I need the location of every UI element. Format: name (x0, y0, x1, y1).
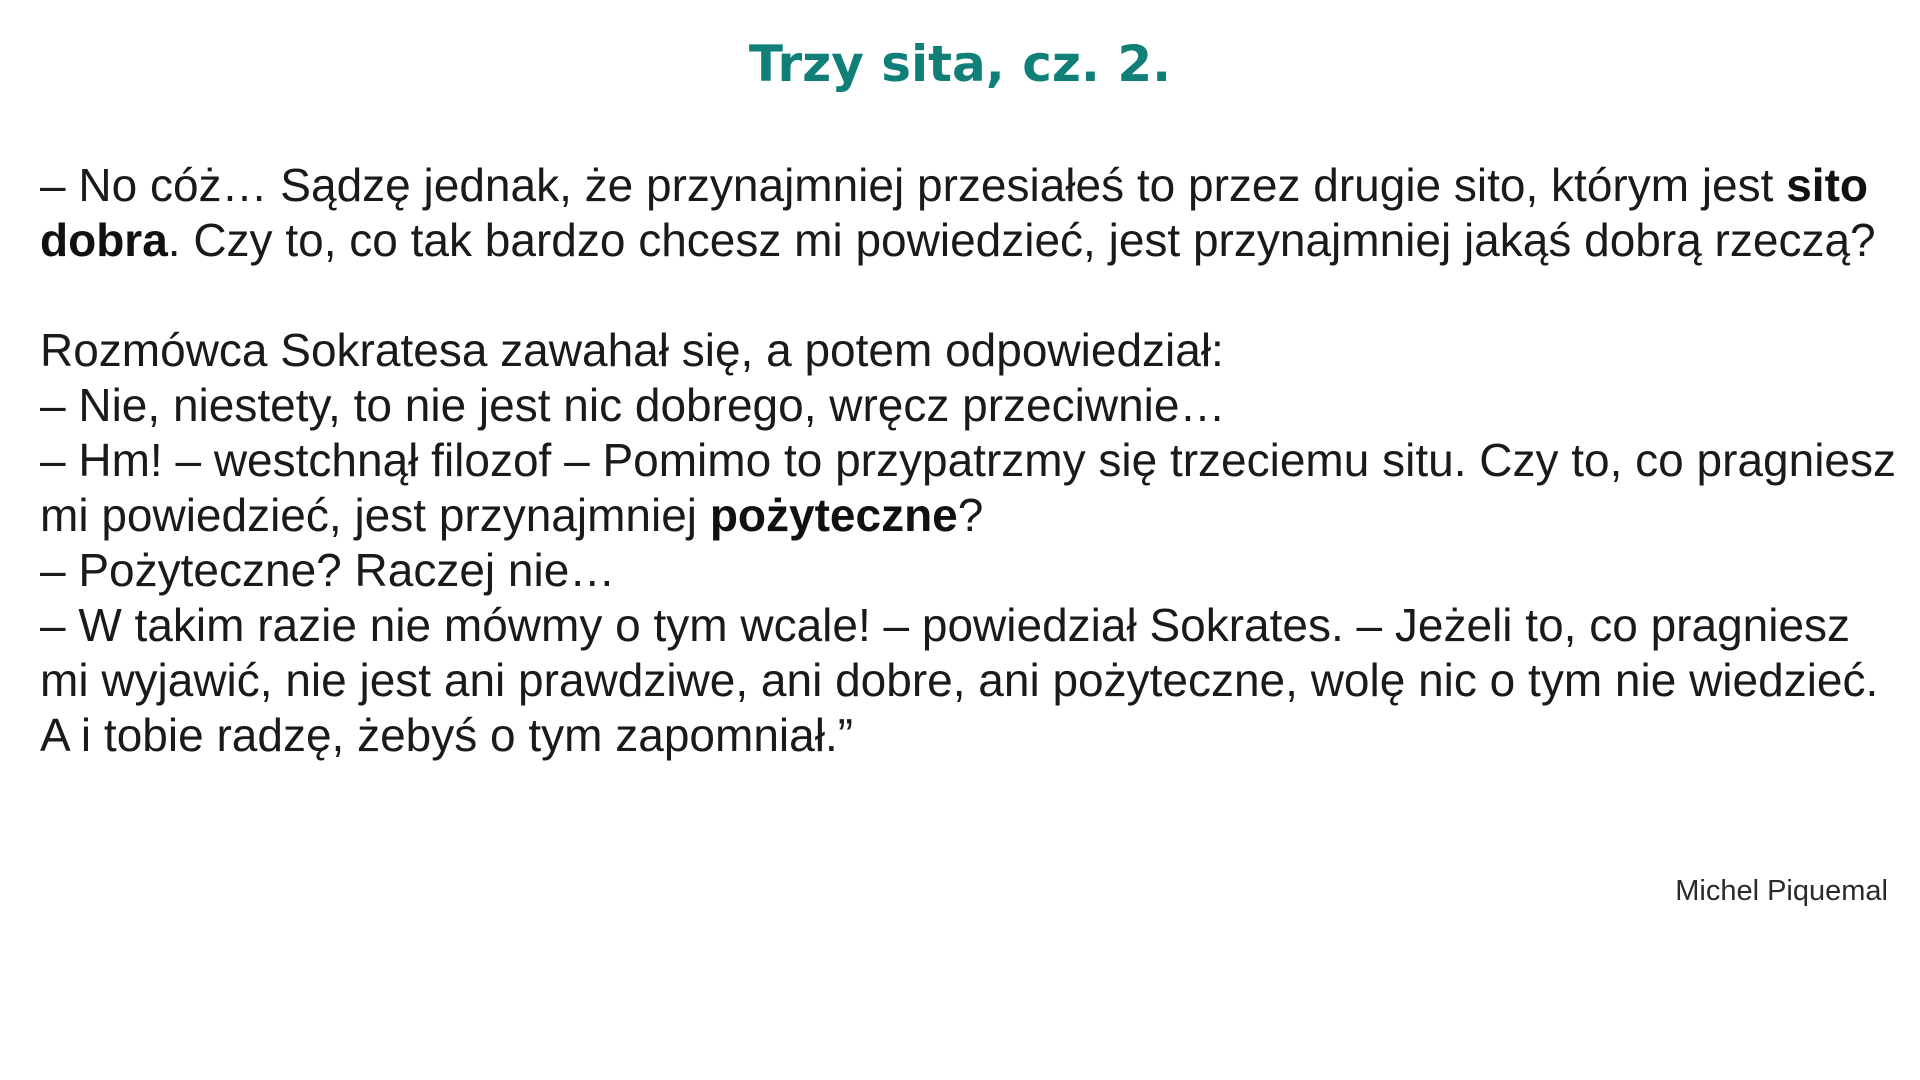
dialogue-line-3 (40, 433, 1900, 543)
line3-text-start: – Hm! – westchnął filozof – Pomimo to przypatrzmy się trzeciemu situ. Czy to, co pragniesz mi powiedzieć, jest przynajmniej (40, 434, 1896, 541)
line3-text-end: ? (957, 489, 984, 541)
dialogue-line-5: – W takim razie nie mówmy o tym wcale! – powiedział Sokrates. – Jeżeli to, co pragniesz mi wyjawić, nie jest ani prawdziwe, ani dobre, ani pożyteczne, wolę nic o tym nie wiedzieć. A i tobie radzę, żebyś o tym zapomniał.” (40, 599, 1879, 761)
paragraph-gap (40, 268, 1900, 323)
paragraph-sito-dobra (40, 158, 1900, 268)
author-attribution: Michel Piquemal (1675, 875, 1888, 907)
bold-sito-dobra: sito dobra (40, 159, 1868, 266)
dialogue-line-4: – Pożyteczne? Raczej nie… (40, 544, 616, 596)
paragraph1-text-end: . Czy to, co tak bardzo chcesz mi powiedzieć, jest przynajmniej jakąś dobrą rzeczą? (167, 214, 1876, 266)
dialogue-line-1: Rozmówca Sokratesa zawahał się, a potem odpowiedział: (40, 324, 1224, 376)
slide-title: Trzy sita, cz. 2. (748, 35, 1172, 93)
dialogue-line-2: – Nie, niestety, to nie jest nic dobrego, wręcz przeciwnie… (40, 379, 1226, 431)
bold-pozyteczne: pożyteczne (709, 489, 958, 541)
paragraph1-text-start: – No cóż… Sądzę jednak, że przynajmniej przesiałeś to przez drugie sito, którym jest (40, 159, 1787, 211)
slide-body (40, 158, 1900, 763)
